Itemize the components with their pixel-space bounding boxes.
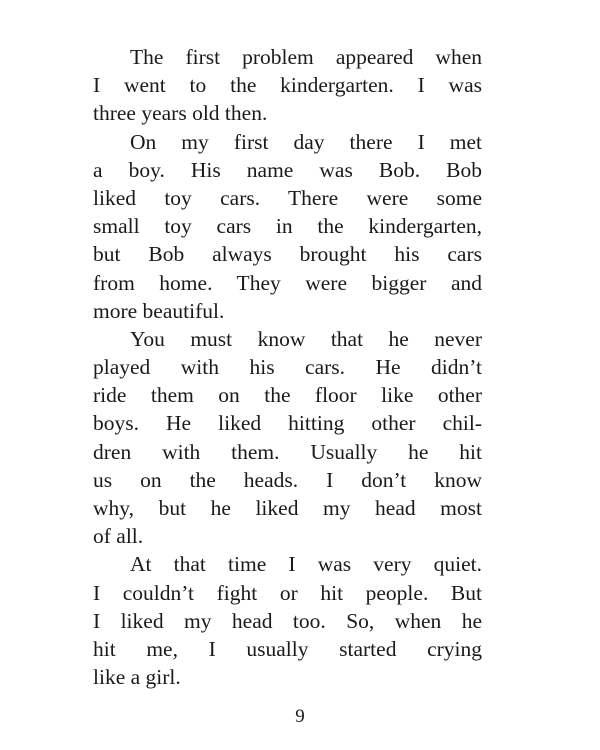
text-line: ride them on the floor like other [93,383,482,408]
paragraph-3 [93,325,482,551]
text-line: I went to the kindergarten. I was [93,73,482,98]
text-line: At that time I was very quiet. [130,552,482,577]
text-line: why, but he liked my head most [93,496,482,520]
text-line: from home. They were bigger and [93,270,482,295]
text-line: of all. [93,524,144,549]
text-line: I liked my head too. So, when he [93,608,482,633]
text-line: dren with them. Usually he hit [93,439,482,464]
text-line: I couldn’t fight or hit people. But [93,580,482,605]
text-line: but Bob always brought his cars [93,242,482,267]
paragraph-4 [93,550,482,691]
text-line: The first problem appeared when [130,45,482,69]
text-line: three years old then. [93,101,268,126]
paragraph-2 [93,128,482,325]
text-line: a boy. His name was Bob. Bob [93,157,482,182]
text-line: boys. He liked hitting other chil- [93,411,482,436]
page-number: 9 [295,706,305,727]
text-line: hit me, I usually started crying [93,636,482,661]
text-line: On my first day there I met [130,129,482,154]
text-line: small toy cars in the kindergarten, [93,214,482,239]
text-line: like a girl. [93,665,181,690]
text-line: You must know that he never [130,326,482,351]
page-body [93,43,482,691]
text-line: played with his cars. He didn’t [93,355,482,380]
text-line: liked toy cars. There were some [93,185,482,210]
text-line: more beautiful. [93,298,225,323]
paragraph-1 [93,43,482,128]
text-line: us on the heads. I don’t know [93,467,482,492]
